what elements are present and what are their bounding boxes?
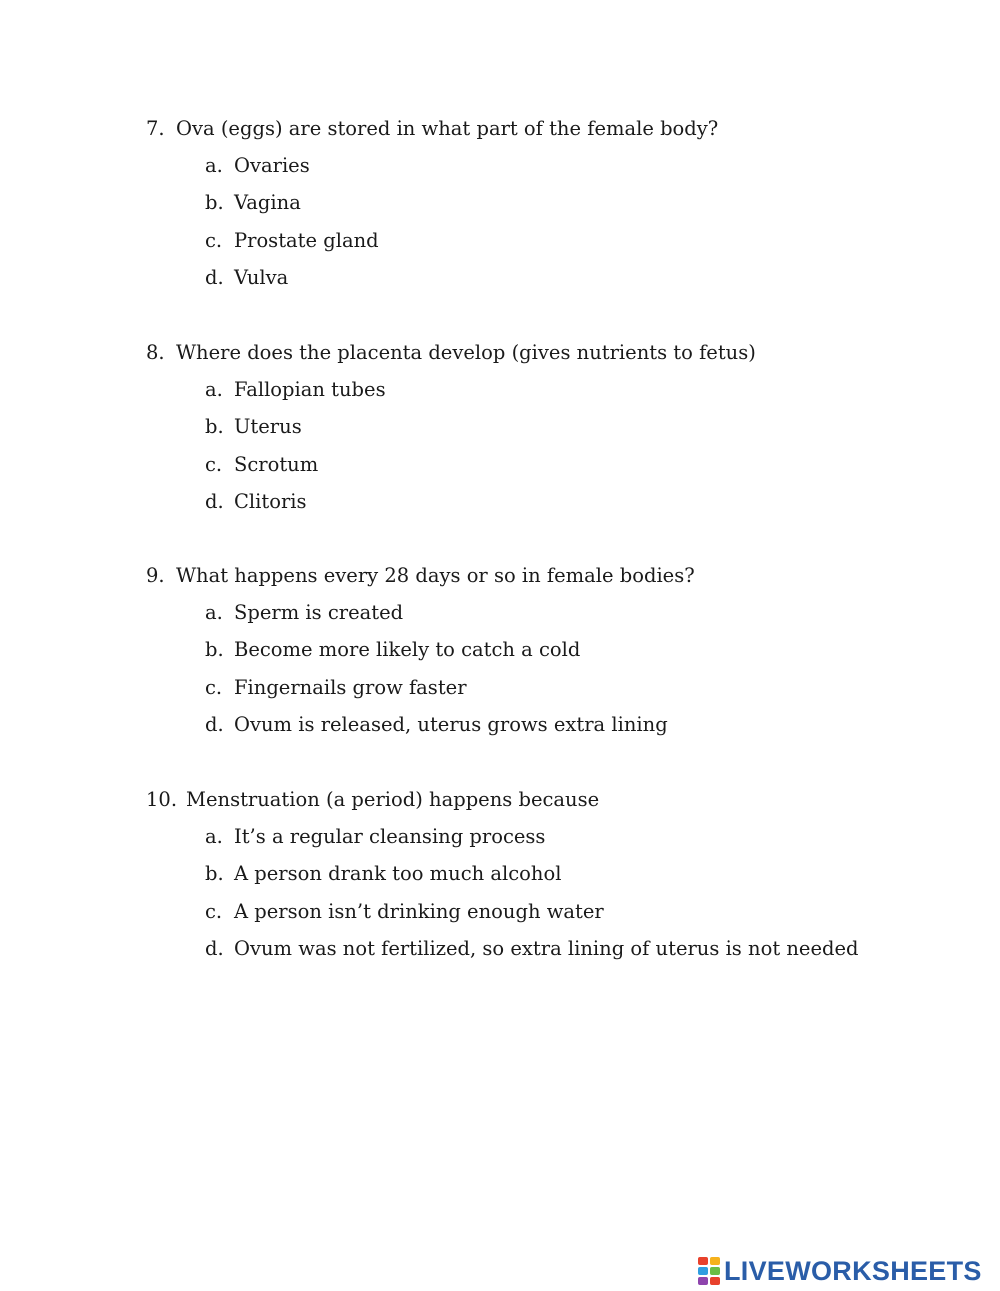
logo-text: LIVEWORKSHEETS <box>724 1255 982 1286</box>
question-number: 8. <box>146 341 165 364</box>
option-c[interactable] <box>146 446 966 483</box>
option-a[interactable] <box>146 818 966 855</box>
option-b[interactable] <box>146 184 966 221</box>
question-number: 9. <box>146 564 165 587</box>
logo-blocks-icon <box>698 1257 722 1285</box>
option-letter: b. <box>205 415 224 439</box>
option-text: Ovaries <box>234 154 310 177</box>
liveworksheets-logo <box>698 1254 982 1288</box>
option-b[interactable] <box>146 631 966 668</box>
option-letter: c. <box>205 899 223 923</box>
option-a[interactable] <box>146 147 966 184</box>
option-text: Ovum is released, uterus grows extra lining <box>234 712 668 736</box>
option-text: Uterus <box>234 415 302 439</box>
option-text: Fingernails grow faster <box>234 675 467 699</box>
option-letter: d. <box>205 712 224 736</box>
question-stem <box>146 557 966 594</box>
option-d[interactable] <box>146 483 966 520</box>
question-number: 7. <box>146 117 165 140</box>
option-text: Scrotum <box>234 452 319 476</box>
option-letter: a. <box>205 154 223 177</box>
question-7 <box>146 110 966 296</box>
question-text: Ova (eggs) are stored in what part of the female body? <box>176 117 719 140</box>
option-text: Become more likely to catch a cold <box>234 638 581 662</box>
option-text: Vagina <box>234 191 301 215</box>
option-text: Prostate gland <box>234 228 379 252</box>
option-letter: a. <box>205 378 223 401</box>
option-letter: c. <box>205 228 223 252</box>
question-8 <box>146 334 966 520</box>
question-stem <box>146 781 966 818</box>
question-10 <box>146 781 966 967</box>
option-text: Fallopian tubes <box>234 378 386 401</box>
option-letter: a. <box>205 601 223 624</box>
question-number: 10. <box>146 788 178 811</box>
option-letter: b. <box>205 191 224 215</box>
option-text: Ovum was not fertilized, so extra lining of uterus is not needed <box>234 936 859 960</box>
option-letter: b. <box>205 638 224 662</box>
option-a[interactable] <box>146 594 966 631</box>
question-stem <box>146 110 966 147</box>
option-a[interactable] <box>146 371 966 408</box>
question-text: What happens every 28 days or so in female bodies? <box>176 564 695 587</box>
option-d[interactable] <box>146 706 966 743</box>
option-letter: c. <box>205 452 223 476</box>
option-letter: d. <box>205 265 224 289</box>
option-c[interactable] <box>146 222 966 259</box>
option-text: Clitoris <box>234 489 307 513</box>
option-b[interactable] <box>146 408 966 445</box>
option-c[interactable] <box>146 669 966 706</box>
option-d[interactable] <box>146 259 966 296</box>
option-c[interactable] <box>146 893 966 930</box>
question-9 <box>146 557 966 743</box>
option-text: It’s a regular cleansing process <box>234 825 546 848</box>
option-letter: c. <box>205 675 223 699</box>
option-text: A person drank too much alcohol <box>234 862 562 886</box>
option-text: A person isn’t drinking enough water <box>234 899 604 923</box>
option-text: Vulva <box>234 265 289 289</box>
question-stem <box>146 334 966 371</box>
option-letter: b. <box>205 862 224 886</box>
question-text: Menstruation (a period) happens because <box>186 788 600 811</box>
option-text: Sperm is created <box>234 601 404 624</box>
option-letter: d. <box>205 489 224 513</box>
option-b[interactable] <box>146 855 966 892</box>
option-letter: d. <box>205 936 224 960</box>
question-text: Where does the placenta develop (gives nutrients to fetus) <box>176 341 756 364</box>
option-d[interactable] <box>146 930 966 967</box>
option-letter: a. <box>205 825 223 848</box>
